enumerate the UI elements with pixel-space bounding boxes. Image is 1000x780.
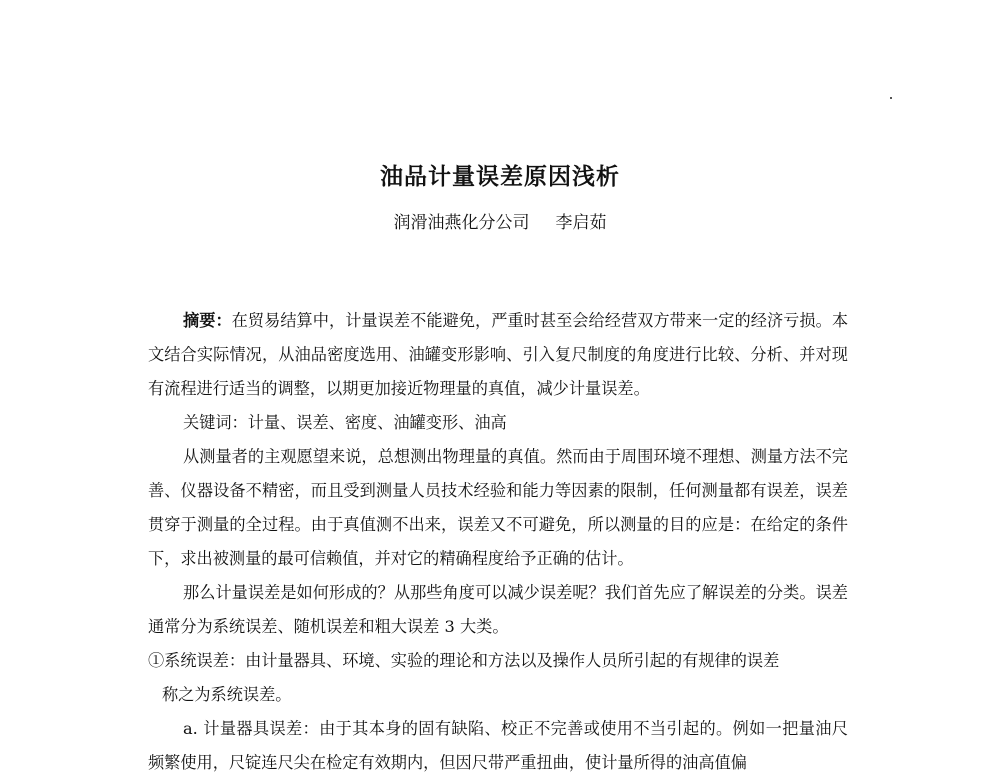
scan-speck	[890, 97, 892, 99]
author-name: 李启茹	[555, 213, 607, 233]
body-paragraph-2: 那么计量误差是如何形成的？从那些角度可以减少误差呢？我们首先应了解误差的分类。误差通常分为系统误差、随机误差和粗大误差 3 大类。	[148, 583, 848, 636]
abstract-text: 在贸易结算中，计量误差不能避免，严重时甚至会给经营双方带来一定的经济亏损。本文结合实际情况，从油品密度选用、油罐变形影响、引入复尺制度的角度进行比较、分析、并对现有流程进行适当的调整，以期更加接近物理量的真值，减少计量误差。	[148, 311, 849, 398]
author-organization: 润滑油燕化分公司	[393, 213, 530, 233]
body-paragraph-1: 从测量者的主观愿望来说，总想测出物理量的真值。然而由于周围环境不理想、测量方法不完善、仪器设备不精密，而且受到测量人员技术经验和能力等因素的限制，任何测量都有误差，误差贯穿于测量的全过程。由于真值测不出来，误差又不可避免，所以测量的目的应是：在给定的条件下，求出被测量的最可信赖值，并对它的精确程度给予正确的估计。	[148, 447, 848, 568]
body-paragraph-3-line-2: 称之为系统误差。	[162, 685, 292, 704]
document-body	[148, 304, 848, 780]
keywords-paragraph: 关键词：计量、误差、密度、油罐变形、油高	[183, 413, 507, 432]
body-paragraph-3-line-1: ①系统误差：由计量器具、环境、实验的理论和方法以及操作人员所引起的有规律的误差	[148, 651, 780, 670]
page-title: 油品计量误差原因浅析	[380, 163, 620, 190]
body-paragraph-4: a. 计量器具误差：由于其本身的固有缺陷、校正不完善或使用不当引起的。例如一把量油尺频繁使用，尺锭连尺尖在检定有效期内，但因尺带严重扭曲，使计量所得的油高值偏	[148, 719, 848, 772]
abstract-label: 摘要：	[183, 311, 232, 330]
abstract-paragraph	[148, 304, 848, 406]
author-line	[0, 208, 1000, 233]
